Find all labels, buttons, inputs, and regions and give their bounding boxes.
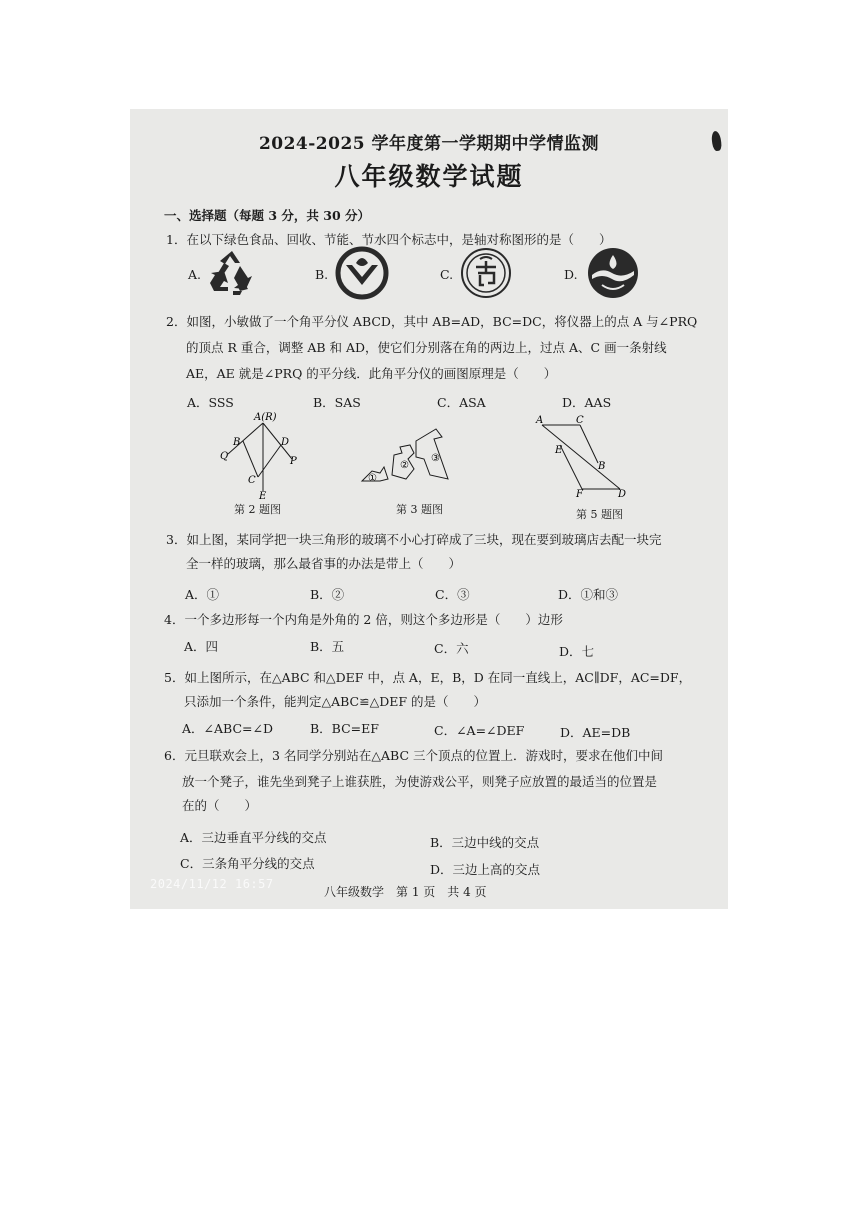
q3-option-a: A．① — [185, 587, 220, 602]
fig2-label-p: P — [290, 456, 297, 467]
question-2-line-3: AE，AE 就是∠PRQ 的平分线．此角平分仪的画图原理是（ ） — [186, 366, 557, 381]
fig3-label-2: ② — [400, 460, 409, 471]
fig5-label-e: E — [555, 445, 563, 456]
q6-option-d: D．三边上高的交点 — [430, 862, 541, 877]
q5-option-d: D．AE=DB — [560, 725, 631, 740]
q1-option-b: B. — [315, 267, 329, 282]
fig3-label-3: ③ — [431, 453, 440, 464]
q5-option-c: C．∠A=∠DEF — [434, 723, 525, 738]
page-footer: 八年级数学 第 1 页 共 4 页 — [324, 885, 487, 899]
fig5-label-a: A — [536, 415, 544, 426]
q5-option-b: B．BC=EF — [310, 721, 379, 736]
fig2-label-q: Q — [220, 451, 229, 462]
question-6-line-1: 6．元旦联欢会上，3 名同学分别站在△ABC 三个顶点的位置上．游戏时，要求在他们中间 — [164, 748, 663, 763]
q2-option-b: B．SAS — [313, 395, 361, 410]
question-2-line-2: 的顶点 R 重合，调整 AB 和 AD，使它们分别落在角的两边上，过点 A、C 画一条射线 — [186, 340, 667, 355]
fig5-label-d: D — [618, 489, 627, 499]
q6-option-c: C．三条角平分线的交点 — [180, 856, 315, 871]
figure-2-caption: 第 2 题图 — [234, 503, 281, 516]
recycle-icon — [204, 247, 260, 299]
q1-option-c: C. — [440, 267, 454, 282]
fig2-label-c: C — [248, 475, 256, 486]
figure-5-triangles — [530, 411, 634, 499]
q1-option-d: D. — [564, 267, 578, 282]
question-1-stem: 1．在以下绿色食品、回收、节能、节水四个标志中，是轴对称图形的是（ ） — [166, 232, 612, 247]
exam-subtitle: 八年级数学试题 — [334, 162, 524, 191]
question-4-stem: 4．一个多边形每一个内角是外角的 2 倍，则这个多边形是（ ）边形 — [164, 612, 563, 627]
fig2-label-d: D — [281, 437, 290, 448]
question-3-line-2: 全一样的玻璃，那么最省事的办法是带上（ ） — [186, 556, 462, 571]
fig5-label-f: F — [576, 489, 583, 499]
q4-option-c: C．六 — [434, 641, 469, 656]
fig2-label-b: B — [233, 437, 241, 448]
question-5-line-2: 只添加一个条件，能判定△ABC≌△DEF 的是（ ） — [184, 694, 487, 709]
q6-option-b: B．三边中线的交点 — [430, 835, 540, 850]
photo-timestamp: 2024/11/12 16:57 — [150, 877, 274, 891]
exam-title: 2024-2025 学年度第一学期期中学情监测 — [258, 134, 600, 154]
figure-3-caption: 第 3 题图 — [396, 503, 443, 516]
question-3-line-1: 3．如上图，某同学把一块三角形的玻璃不小心打碎成了三块，现在要到玻璃店去配一块完 — [166, 532, 662, 547]
fig5-label-c: C — [576, 415, 584, 426]
question-6-line-2: 放一个凳子，谁先坐到凳子上谁获胜，为使游戏公平，则凳子应放置的最适当的位置是 — [182, 774, 658, 789]
figure-3-broken-glass — [358, 423, 454, 489]
fig2-label-a: A(R) — [254, 412, 277, 423]
q3-option-b: B．② — [310, 587, 345, 602]
exam-page — [130, 109, 728, 909]
question-6-line-3: 在的（ ） — [182, 798, 258, 813]
q1-option-a: A. — [188, 267, 202, 282]
q5-option-a: A．∠ABC=∠D — [182, 721, 273, 736]
q4-option-a: A．四 — [184, 639, 219, 654]
q3-option-d: D．①和③ — [558, 587, 619, 602]
figure-2-angle-bisector — [218, 409, 308, 501]
q3-option-c: C．③ — [435, 587, 470, 602]
energy-saving-icon — [458, 245, 514, 301]
green-food-icon — [334, 245, 390, 301]
water-saving-icon — [584, 245, 642, 301]
q4-option-b: B．五 — [310, 639, 345, 654]
section-heading: 一、选择题（每题 3 分，共 30 分） — [164, 208, 371, 223]
fig2-label-e: E — [259, 491, 267, 501]
q4-option-d: D．七 — [559, 644, 595, 659]
q2-option-c: C．ASA — [437, 395, 486, 410]
q6-option-a: A．三边垂直平分线的交点 — [180, 830, 327, 845]
q2-option-a: A．SSS — [187, 395, 234, 410]
question-2-line-1: 2．如图，小敏做了一个角平分仪 ABCD，其中 AB=AD，BC=DC，将仪器上的点 A 与∠PRQ — [166, 314, 698, 329]
question-5-line-1: 5．如上图所示，在△ABC 和△DEF 中，点 A，E，B，D 在同一直线上，AC∥DF，AC=DF， — [164, 670, 692, 685]
figure-5-caption: 第 5 题图 — [576, 508, 623, 521]
fig5-label-b: B — [598, 461, 606, 472]
q2-option-d: D．AAS — [562, 395, 612, 410]
fig3-label-1: ① — [368, 473, 377, 484]
